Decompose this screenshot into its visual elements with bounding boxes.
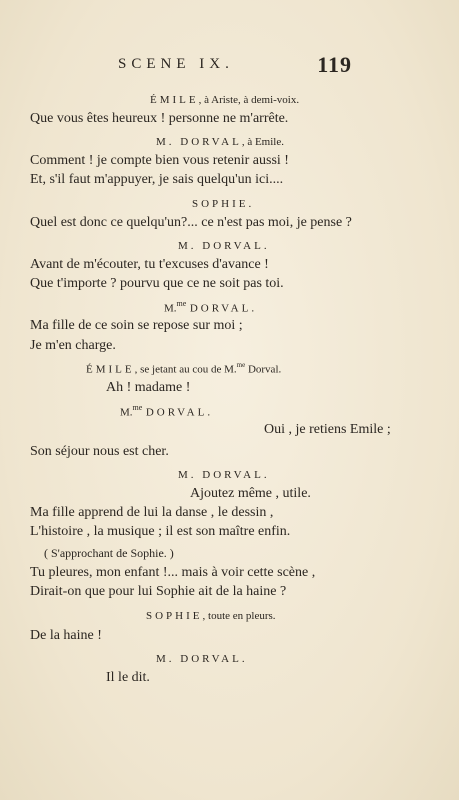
speaker-name: ÉMILE: [150, 94, 199, 106]
verse-line: Il le dit.: [106, 670, 150, 685]
speaker-name: SOPHIE: [146, 610, 203, 622]
speaker-line: [146, 608, 276, 624]
verse-line: Tu pleures, mon enfant !... mais à voir cette scène ,: [30, 565, 316, 580]
stage-direction: ( S'approchant de Sophie. ): [44, 546, 174, 560]
verse-line: Comment ! je compte bien vous retenir aussi !: [30, 153, 289, 168]
speaker-line: [164, 299, 257, 317]
speaker-name: DORVAL.: [145, 406, 214, 419]
speaker-name: SOPHIE.: [192, 198, 255, 210]
verse-line: Que vous êtes heureux ! personne ne m'arrête.: [30, 111, 289, 126]
speaker-line: [120, 403, 213, 421]
verse-line: Ah ! madame !: [106, 380, 191, 395]
page-number: 119: [317, 52, 352, 77]
verse-line: Quel est donc ce quelqu'un?... ce n'est pas moi, je pense ?: [30, 215, 352, 230]
verse-line: Que t'importe ? pourvu que ce ne soit pas toi.: [30, 276, 284, 291]
speaker-name: M. DORVAL: [156, 136, 242, 148]
direction-sup: me: [236, 361, 246, 369]
verse-line: Dirait-on que pour lui Sophie ait de la haine ?: [30, 584, 287, 599]
speaker-prefix: M.: [164, 302, 177, 315]
verse-line: Ma fille de ce soin se repose sur moi ;: [30, 318, 243, 333]
verse-line: L'histoire , la musique ; il est son maître enfin.: [30, 524, 291, 539]
speaker-line: [150, 92, 299, 108]
stage-direction: , se jetant au cou de M.: [134, 363, 237, 376]
speaker-line: [156, 651, 248, 667]
speaker-name: M. DORVAL.: [156, 653, 248, 665]
stage-direction: , à Emile.: [241, 136, 284, 148]
stage-direction-end: Dorval.: [245, 363, 282, 376]
running-title: SCENE IX.: [118, 56, 234, 72]
speaker-name: DORVAL.: [189, 302, 258, 315]
stage-direction: , à Ariste, à demi-voix.: [198, 94, 300, 106]
verse-line: Et, s'il faut m'appuyer, je sais quelqu'un ici....: [30, 172, 284, 187]
verse-line: Avant de m'écouter, tu t'excuses d'avance !: [30, 257, 269, 272]
verse-line: Son séjour nous est cher.: [30, 444, 169, 459]
verse-line: Je m'en charge.: [30, 338, 116, 353]
speaker-line: [178, 238, 270, 254]
verse-line: Ajoutez même , utile.: [190, 486, 311, 501]
stage-direction: , toute en pleurs.: [202, 610, 276, 622]
speaker-name: M. DORVAL.: [178, 240, 270, 252]
verse-line: De la haine !: [30, 628, 102, 643]
speaker-name: M. DORVAL.: [178, 469, 270, 481]
speaker-prefix: M.: [120, 406, 133, 419]
speaker-sup: me: [176, 299, 187, 308]
speaker-line: [192, 196, 254, 212]
speaker-line: [178, 467, 270, 483]
verse-line: Oui , je retiens Emile ;: [264, 422, 391, 437]
page-header: [112, 52, 352, 80]
speaker-name: ÉMILE: [86, 363, 135, 376]
speaker-sup: me: [132, 403, 143, 412]
speaker-line: [156, 134, 284, 150]
speaker-line: [86, 361, 281, 378]
verse-line: Ma fille apprend de lui la danse , le dessin ,: [30, 505, 274, 520]
